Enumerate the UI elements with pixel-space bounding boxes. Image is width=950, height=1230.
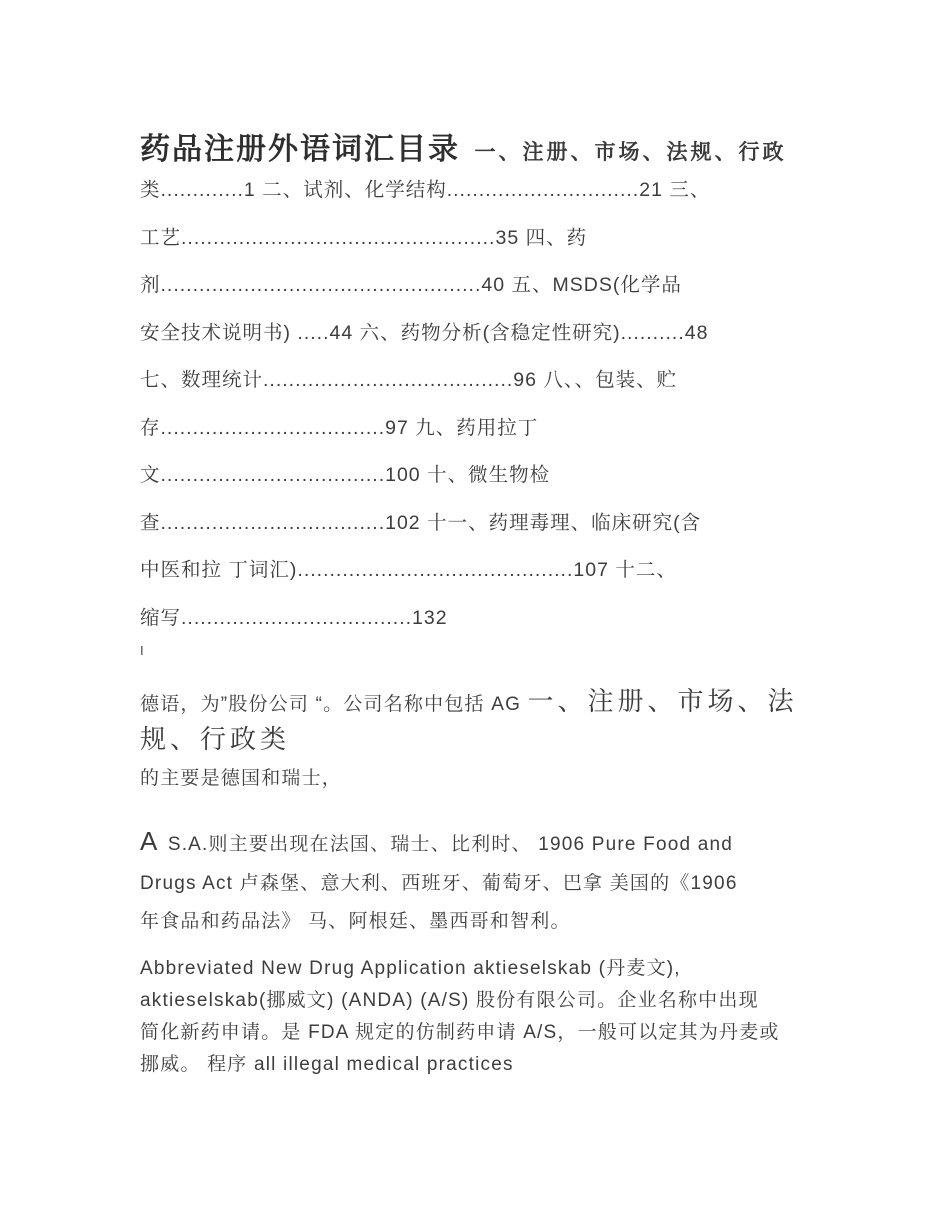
paragraph-line [140, 684, 798, 722]
paragraph-line: 简化新药申请。是 FDA 规定的仿制药申请 A/S，一般可以定其为丹麦或 [140, 1022, 780, 1043]
inline-heading: 一、注册、市场、法 [527, 686, 798, 716]
paragraph-line [140, 722, 798, 760]
inline-heading: 规、行政类 [140, 724, 291, 754]
toc-line: 七、数理统计.......................................96 八、、包装、贮 [140, 369, 678, 391]
toc-line: 中医和拉 丁词汇)...........................................107 十二、 [140, 559, 677, 581]
paragraph-line [140, 822, 738, 865]
toc [140, 167, 830, 642]
paragraph-line: Abbreviated New Drug Application aktieselskab (丹麦文), [140, 958, 681, 979]
doc-title-side: 一、注册、市场、法规、行政 [474, 141, 787, 164]
paragraph-line: aktieselskab(挪威文) (ANDA) (A/S) 股份有限公司。企业名称中出现 [140, 990, 759, 1011]
paragraph-germany-switzerland [140, 763, 342, 790]
doc-title-row [140, 124, 786, 168]
paragraph-text: 德语，为”股份公司 “。公司名称中包括 AG [140, 694, 528, 715]
paragraph-line: 年食品和药品法》 马、阿根廷、墨西哥和智利。 [140, 911, 571, 932]
paragraph-line: 挪威。 程序 all illegal medical practices [140, 1054, 514, 1075]
paragraph-line: Drugs Act 卢森堡、意大利、西班牙、葡萄牙、巴拿 美国的《1906 [140, 872, 738, 894]
toc-line: 类.............1 二、试剂、化学结构..............................21 三、 [140, 179, 711, 201]
paragraph-german-ag [140, 684, 798, 760]
toc-line: 文...................................100 十、微生物检 [140, 464, 551, 486]
toc-line: 查...................................102 十一、药理毒理、临床研究(含 [140, 511, 702, 534]
paragraph-text: S.A.则主要出现在法国、瑞士、比利时、 1906 Pure Food and [167, 834, 734, 855]
toc-line: 剂..................................................40 五、MSDS(化学品 [140, 274, 682, 296]
paragraph-sa-1906-act [140, 822, 738, 942]
page-number-roman: I [140, 643, 144, 658]
paragraph-anda [140, 953, 780, 1081]
toc-line: 存...................................97 九、药用拉丁 [140, 416, 539, 439]
drop-cap-a: A [140, 826, 162, 856]
toc-line: 工艺.................................................35 四、药 [140, 226, 588, 249]
toc-line: 缩写....................................132 [140, 606, 448, 629]
doc-title: 药品注册外语词汇目录 [140, 133, 460, 166]
toc-line: 安全技术说明书) .....44 六、药物分析(含稳定性研究)..........48 [140, 321, 709, 344]
paragraph-line: 的主要是德国和瑞士， [140, 768, 343, 789]
